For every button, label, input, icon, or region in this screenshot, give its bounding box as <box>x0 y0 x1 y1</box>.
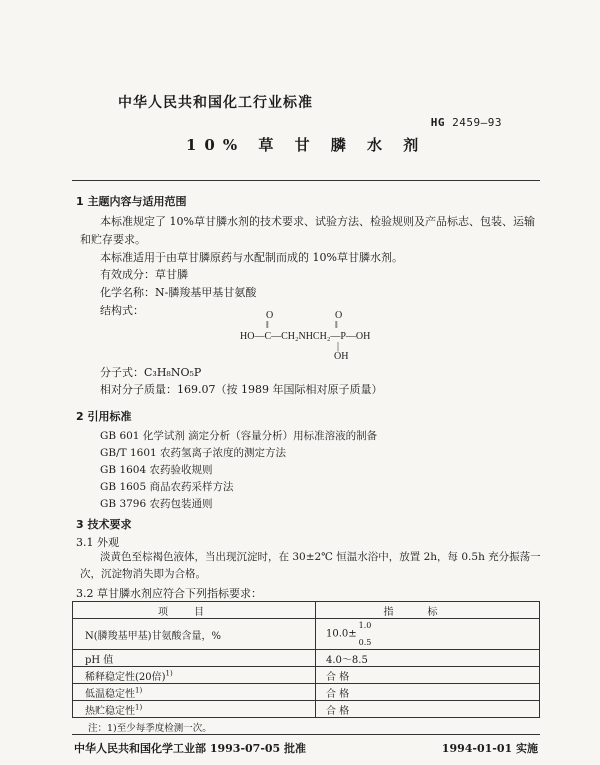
table-row <box>73 619 540 650</box>
reference-item: GB/T 1601 农药氢离子浓度的测定方法 <box>100 447 287 459</box>
header-value: 指标 <box>316 602 540 619</box>
table-header-row <box>73 602 540 619</box>
section1-title: 1 主题内容与适用范围 <box>76 195 187 208</box>
subsection31-title: 3.1 外观 <box>76 536 119 549</box>
implementation-date: 1994-01-01 实施 <box>441 742 538 755</box>
formula-o-right: O <box>335 310 343 321</box>
section2-title: 2 引用标准 <box>76 410 132 423</box>
header-divider <box>72 180 540 181</box>
table-row <box>73 684 540 701</box>
chemical-name: 化学名称：N-膦羧基甲基甘氨酸 <box>100 286 257 299</box>
row-item <box>73 701 316 718</box>
structure-label: 结构式： <box>100 304 144 317</box>
standard-code-number: 2459—93 <box>452 116 502 129</box>
section3-title: 3 技术要求 <box>76 518 132 531</box>
reference-item: GB 1605 商品农药采样方法 <box>100 481 234 493</box>
subsection32-title: 3.2 草甘膦水剂应符合下列指标要求： <box>76 587 262 600</box>
row-note: 1) <box>135 686 143 695</box>
footer-divider <box>72 734 540 735</box>
row-item-text: 稀释稳定性(20倍) <box>85 671 166 683</box>
tolerance-lower: 0.5 <box>358 638 372 647</box>
formula-bar-down: | <box>337 341 340 352</box>
reference-item: GB 3796 农药包装通则 <box>100 498 213 510</box>
formula-main-chain: HO—C—CH₂NHCH₂—P—OH <box>240 331 371 342</box>
table-footnote: 注：1)至少每季度检测一次。 <box>88 723 212 734</box>
row-value: 4.0～8.5 <box>316 650 540 667</box>
row-value: 合 格 <box>316 667 540 684</box>
molecular-formula-value: C₃H₈NO₅P <box>144 366 202 379</box>
tolerance-upper: 1.0 <box>358 621 372 630</box>
specification-table <box>72 601 540 718</box>
structural-formula <box>228 307 388 363</box>
row-value: 合 格 <box>316 701 540 718</box>
molecular-formula <box>100 364 201 382</box>
value-base: 10.0± <box>326 628 357 640</box>
row-note: 1) <box>135 703 143 712</box>
formula-o-left: O <box>266 310 274 321</box>
standard-code <box>431 116 502 129</box>
reference-item: GB 1604 农药验收规则 <box>100 464 213 476</box>
reference-item: GB 601 化学试剂 滴定分析（容量分析）用标准溶液的制备 <box>100 430 378 442</box>
row-item <box>73 667 316 684</box>
tolerance <box>357 621 375 647</box>
row-item: pH 值 <box>73 650 316 667</box>
formula-bar-left: ‖ <box>266 320 269 331</box>
row-item-text: 低温稳定性 <box>85 688 135 700</box>
table-row <box>73 701 540 718</box>
formula-oh-bottom: OH <box>334 351 349 362</box>
row-item <box>73 684 316 701</box>
standard-code-prefix: HG <box>430 116 446 129</box>
row-item-text: 热贮稳定性 <box>85 705 135 717</box>
approval-statement: 中华人民共和国化学工业部 1993-07-05 批准 <box>74 742 307 755</box>
section1-paragraph1: 本标准规定了 10%草甘膦水剂的技术要求、试验方法、检验规则及产品标志、包装、运输和贮存要求。 <box>80 215 535 246</box>
document-title: 10% 草 甘 膦 水 剂 <box>186 136 427 154</box>
section1-paragraph2: 本标准适用于由草甘膦原药与水配制而成的 10%草甘膦水剂。 <box>100 251 403 264</box>
row-value: 合 格 <box>316 684 540 701</box>
row-item: N(膦羧基甲基)甘氨酸含量，% <box>73 619 316 650</box>
molecular-formula-label: 分子式： <box>100 366 144 379</box>
active-ingredient: 有效成分：草甘膦 <box>100 268 188 281</box>
appearance-description: 淡黄色至棕褐色液体，当出现沉淀时，在 30±2℃ 恒温水浴中，放置 2h，每 0.5h 充分振荡一次，沉淀物消失即为合格。 <box>80 551 541 580</box>
row-note: 1) <box>165 669 173 678</box>
organization-title: 中华人民共和国化工行业标准 <box>118 95 313 111</box>
molecular-weight: 相对分子质量：169.07（按 1989 年国际相对原子质量） <box>100 383 383 396</box>
table-row <box>73 650 540 667</box>
header-item: 项目 <box>73 602 316 619</box>
row-value <box>316 619 540 650</box>
formula-bar-right: ‖ <box>335 320 338 331</box>
table-row <box>73 667 540 684</box>
